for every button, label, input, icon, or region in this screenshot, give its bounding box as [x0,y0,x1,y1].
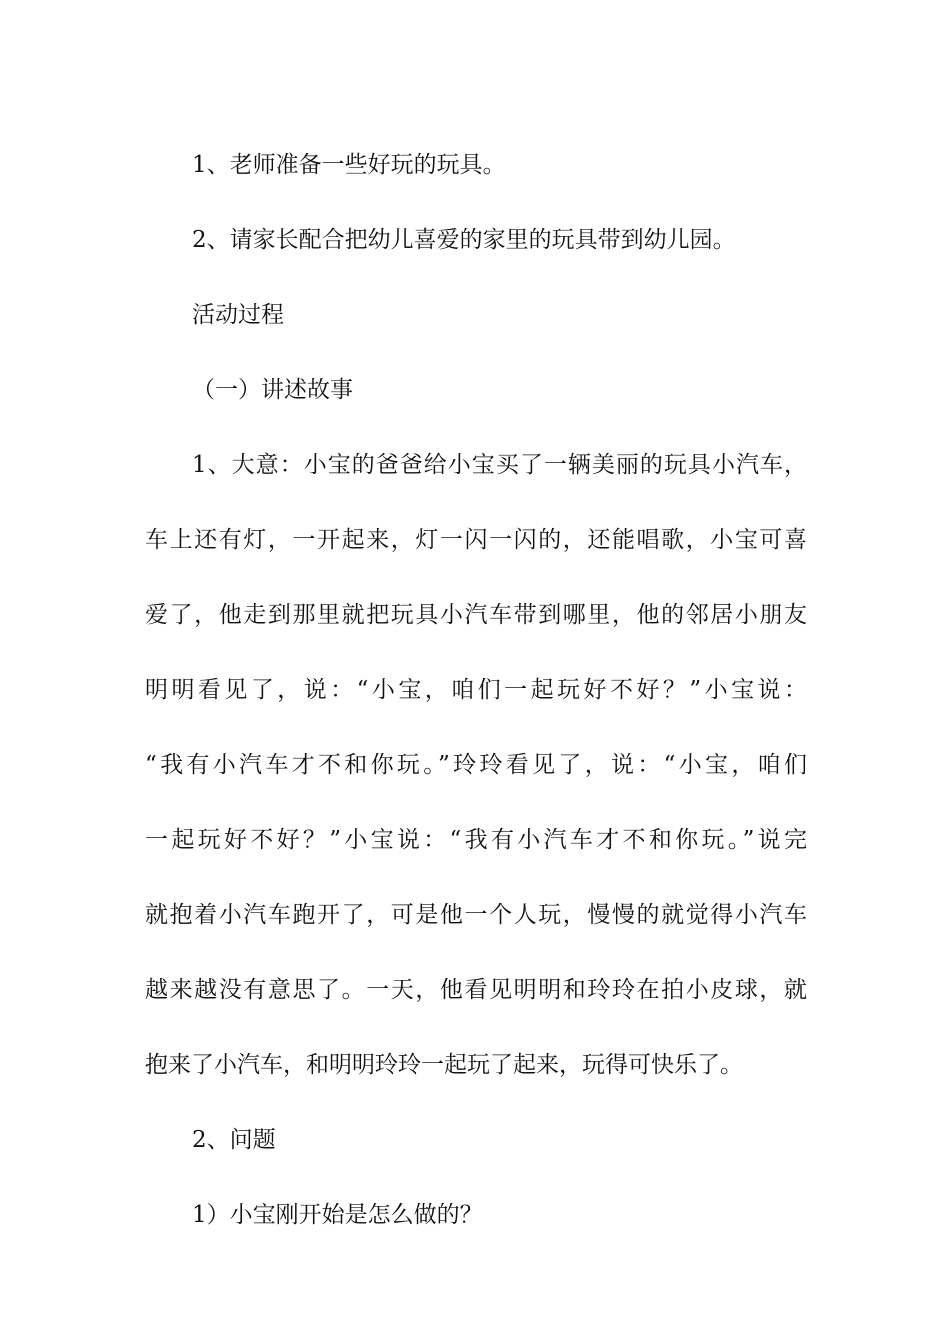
section-heading-activity-process: 活动过程 [192,302,284,328]
paragraph-prep-1: 1、老师准备一些好玩的玩具。 [192,152,506,178]
subsection-heading-story: （一）讲述故事 [192,377,353,403]
story-line: “我有小汽车才不和你玩。”玲玲看见了，说：“小宝，咱们 [145,752,807,778]
document-body [145,128,807,1253]
story-line: 明明看见了，说：“小宝，咱们一起玩好不好？”小宝说： [145,677,807,703]
story-line: 爱了，他走到那里就把玩具小汽车带到哪里，他的邻居小朋友 [145,602,807,628]
story-line: 抱来了小汽车，和明明玲玲一起玩了起来，玩得可快乐了。 [145,1052,743,1078]
paragraph-question-1: 1）小宝刚开始是怎么做的？ [192,1202,483,1228]
story-line: 就抱着小汽车跑开了，可是他一个人玩，慢慢的就觉得小汽车 [145,902,807,928]
paragraph-prep-2: 2、请家长配合把幼儿喜爱的家里的玩具带到幼儿园。 [192,227,736,253]
story-line: 车上还有灯，一开起来，灯一闪一闪的，还能唱歌，小宝可喜 [145,527,807,553]
story-line: 1、大意：小宝的爸爸给小宝买了一辆美丽的玩具小汽车， [192,452,807,478]
story-line: 一起玩好不好？”小宝说：“我有小汽车才不和你玩。”说完 [145,827,807,853]
story-line: 越来越没有意思了。一天，他看见明明和玲玲在拍小皮球，就 [145,977,807,1003]
paragraph-questions-heading: 2、问题 [192,1127,276,1153]
